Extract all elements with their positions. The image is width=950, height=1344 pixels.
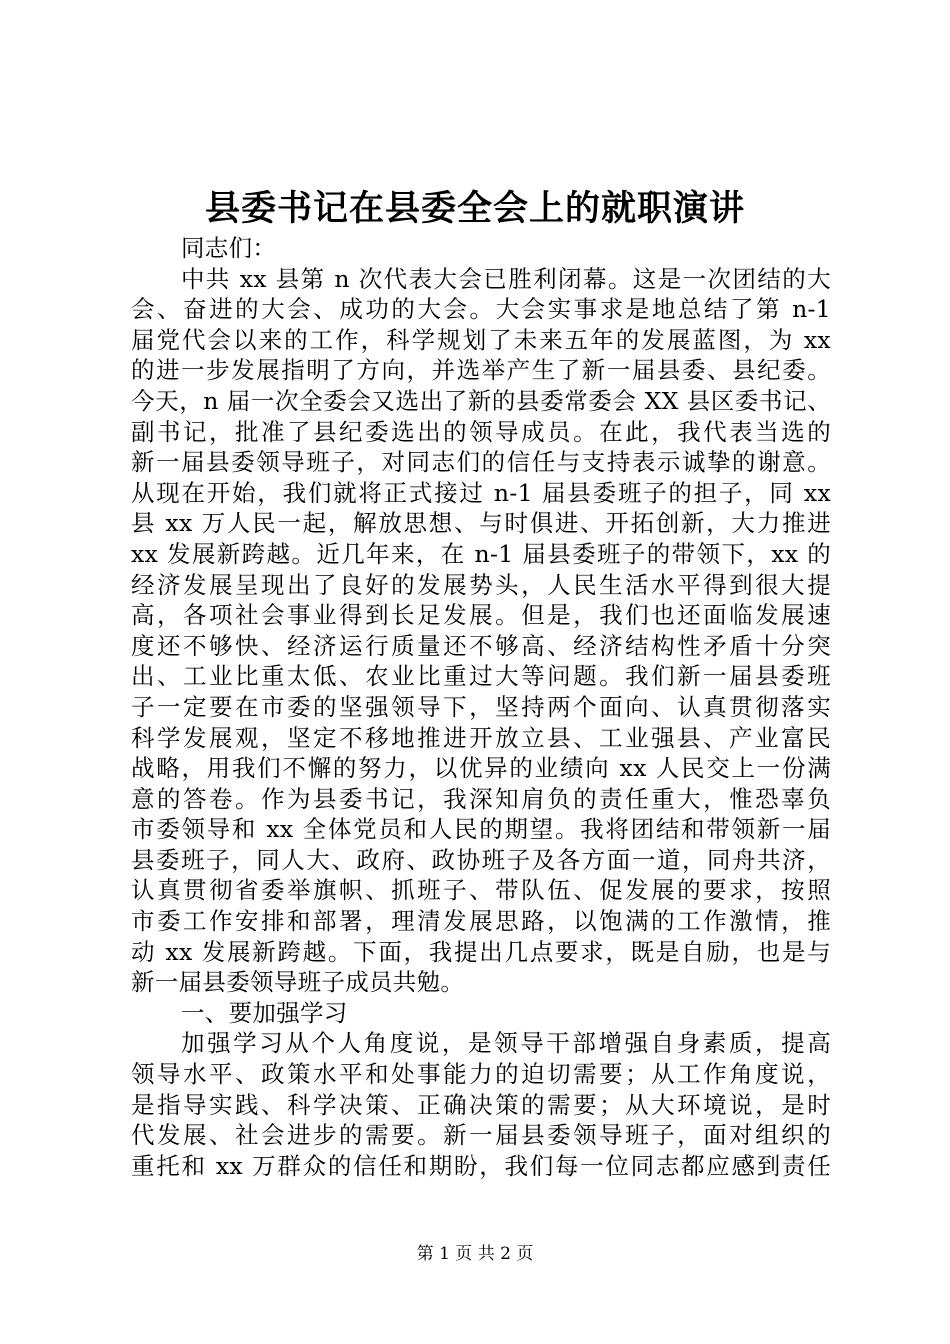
text-line: 市委领导和 xx 全体党员和人民的期望。我将团结和带领新一届: [131, 815, 831, 844]
text-line: 届党代会以来的工作，科学规划了未来五年的发展蓝图，为 xx: [131, 325, 831, 354]
text-line: 加强学习从个人角度说，是领导干部增强自身素质，提高: [181, 1029, 831, 1058]
text-line: 新一届县委领导班子成员共勉。: [131, 968, 465, 997]
text-line: 高，各项社会事业得到长足发展。但是，我们也还面临发展速: [131, 601, 831, 630]
page-footer: 第 1 页 共 2 页: [416, 1244, 534, 1264]
text-line: xx 发展新跨越。近几年来，在 n-1 届县委班子的带领下，xx 的: [131, 539, 831, 568]
text-line: 中共 xx 县第 n 次代表大会已胜利闭幕。这是一次团结的大: [181, 264, 831, 293]
text-line: 一、要加强学习: [181, 998, 348, 1027]
text-line: 是指导实践、科学决策、正确决策的需要；从大环境说，是时: [131, 1090, 831, 1119]
text-line: 会、奋进的大会、成功的大会。大会实事求是地总结了第 n-1: [131, 295, 831, 324]
text-line: 科学发展观，坚定不移地推进开放立县、工业强县、产业富民: [131, 723, 831, 752]
text-line: 认真贯彻省委举旗帜、抓班子、带队伍、促发展的要求，按照: [131, 876, 831, 905]
text-line: 动 xx 发展新跨越。下面，我提出几点要求，既是自励，也是与: [131, 937, 831, 966]
document-body: [131, 233, 831, 1181]
document-title: 县委书记在县委全会上的就职演讲: [204, 188, 745, 229]
text-line: 意的答卷。作为县委书记，我深知肩负的责任重大，惟恐辜负: [131, 784, 831, 813]
text-line: 的进一步发展指明了方向，并选举产生了新一届县委、县纪委。: [131, 356, 831, 385]
text-line: 代发展、社会进步的需要。新一届县委领导班子，面对组织的: [131, 1121, 831, 1150]
text-line: 战略，用我们不懈的努力，以优异的业绩向 xx 人民交上一份满: [131, 754, 831, 783]
text-line: 县 xx 万人民一起，解放思想、与时俱进、开拓创新，大力推进: [131, 509, 831, 538]
text-line: 经济发展呈现出了良好的发展势头，人民生活水平得到很大提: [131, 570, 831, 599]
text-line: 市委工作安排和部署，理清发展思路，以饱满的工作激情，推: [131, 907, 831, 936]
text-line: 县委班子，同人大、政府、政协班子及各方面一道，同舟共济，: [131, 845, 831, 874]
text-line: 领导水平、政策水平和处事能力的迫切需要；从工作角度说，: [131, 1060, 831, 1089]
text-line: 度还不够快、经济运行质量还不够高、经济结构性矛盾十分突: [131, 631, 831, 660]
text-line: 从现在开始，我们就将正式接过 n-1 届县委班子的担子，同 xx: [131, 478, 831, 507]
text-line: 重托和 xx 万群众的信任和期盼，我们每一位同志都应感到责任: [131, 1151, 831, 1180]
text-line: 子一定要在市委的坚强领导下，坚持两个面向、认真贯彻落实: [131, 692, 831, 721]
text-line: 今天，n 届一次全委会又选出了新的县委常委会 XX 县区委书记、: [131, 386, 831, 415]
text-line: 新一届县委领导班子，对同志们的信任与支持表示诚挚的谢意。: [131, 448, 831, 477]
text-line: 副书记，批准了县纪委选出的领导成员。在此，我代表当选的: [131, 417, 831, 446]
text-line: 出、工业比重太低、农业比重过大等问题。我们新一届县委班: [131, 662, 831, 691]
text-line: 同志们：: [181, 234, 277, 262]
